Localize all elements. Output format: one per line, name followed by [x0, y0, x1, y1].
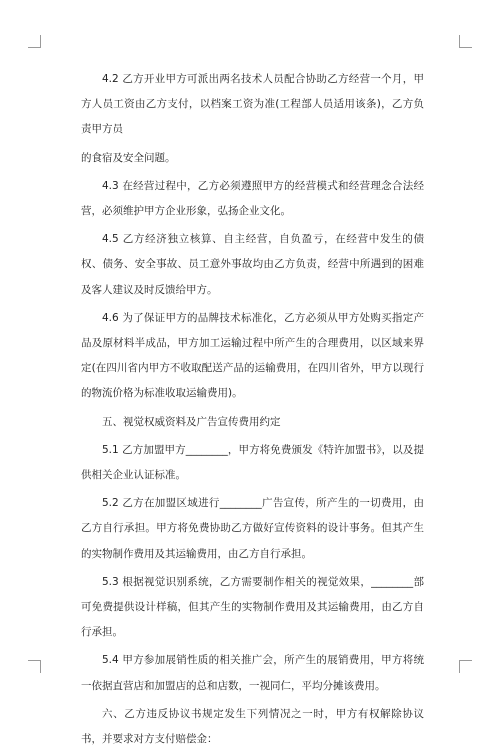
- paragraph-5-2: 5.2 乙方在加盟区域进行________广告宣传，所产生的一切费用，由乙方自行承担。甲方将免费协助乙方做好宣传资料的设计事务。但其产生的实物制作费用及其运输费用，由乙方自行承担。: [81, 497, 424, 560]
- crop-mark-bottom-right: [459, 660, 472, 673]
- paragraph-4-2-continued: 的食宿及安全问题。: [81, 151, 176, 164]
- paragraph-4-5: 4.5 乙方经济独立核算、自主经营，自负盈亏，在经营中发生的债权、债务、安全事故、员工意外事故均由乙方负责，经营中所遇到的困难及客人建议及时反馈给甲方。: [81, 233, 424, 296]
- section-heading-6: 六、乙方违反协议书规定发生下列情况之一时，甲方有权解除协议书，并要求对方支付赔偿金：: [81, 707, 424, 746]
- paragraph-4-3: 4.3 在经营过程中，乙方必须遵照甲方的经营模式和经营理念合法经营，必须维护甲方企业形象，弘扬企业文化。: [81, 179, 424, 218]
- paragraph-4-6: 4.6 为了保证甲方的品牌技术标准化，乙方必须从甲方处购买指定产品及原材料半成品，甲方加工运输过程中所产生的合理费用，以区域来界定(在四川省内甲方不收取配送产品的运输费用，在四川省外，甲方以现行的物流价格为标准收取运输费用)。: [81, 311, 424, 400]
- paragraph-5-3: 5.3 根据视觉识别系统，乙方需要制作相关的视觉效果，________部可免费提供设计样稿，但其产生的实物制作费用及其运输费用，由乙方自行承担。: [81, 575, 424, 639]
- section-heading-5: 五、视觉权威资料及广告宣传费用约定: [102, 415, 281, 428]
- crop-mark-top-left: [28, 35, 41, 48]
- paragraph-5-1: 5.1 乙方加盟甲方________，甲方将免费颁发《特许加盟书》，以及提供相关企业认证标准。: [81, 443, 424, 482]
- paragraph-5-4: 5.4 甲方参加展销性质的相关推广会，所产生的展销费用，甲方将统一依据直营店和加盟店的总和店数，一视同仁，平均分摊该费用。: [81, 654, 424, 692]
- crop-mark-bottom-left: [28, 660, 41, 673]
- document-body: [81, 67, 424, 755]
- paragraph-4-2: 4.2 乙方开业甲方可派出两名技术人员配合协助乙方经营一个月，甲方人员工资由乙方支付，以档案工资为准(工程部人员适用该条)，乙方负责甲方员: [81, 73, 424, 136]
- crop-mark-top-right: [459, 35, 472, 48]
